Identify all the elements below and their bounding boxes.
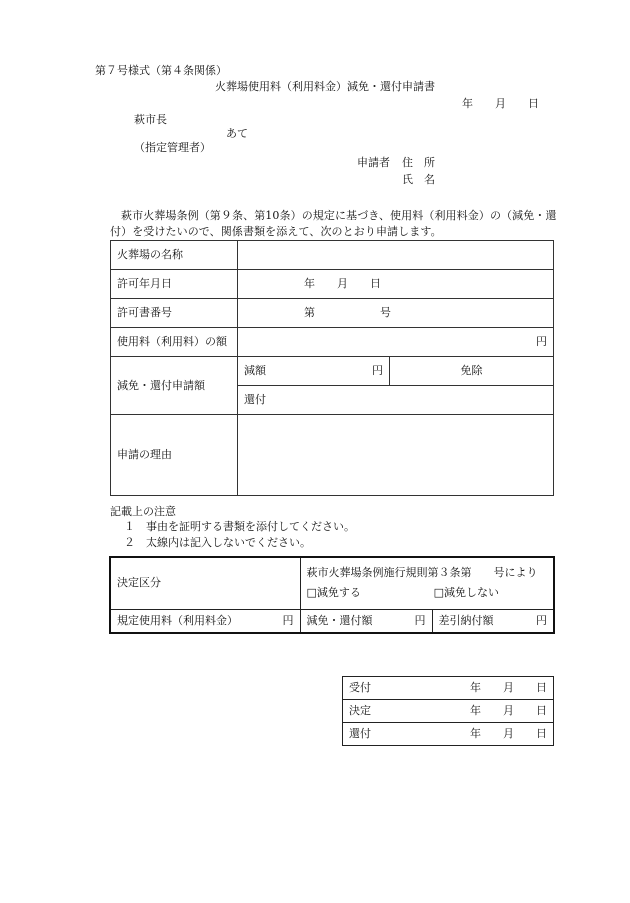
fee-label: 使用料（利用料）の額 <box>111 328 238 357</box>
processing-row-decided <box>343 700 554 723</box>
table-row <box>111 415 554 496</box>
table-row <box>111 299 554 328</box>
decision-reduction-label: 減免・還付額 <box>306 613 373 627</box>
processing-row-refunded <box>343 723 554 746</box>
refund-label: 還付 <box>244 393 266 406</box>
decision-category-label: 決定区分 <box>110 557 300 609</box>
permit-number-suffix: 号 <box>380 306 391 319</box>
table-row <box>111 357 554 386</box>
decision-table <box>109 556 555 634</box>
processing-table <box>342 676 554 746</box>
table-row <box>111 270 554 299</box>
table-row <box>110 557 554 609</box>
regular-fee-unit: 円 <box>282 613 294 627</box>
applicant-label: 申請者 <box>357 156 390 169</box>
notes-heading: 記載上の注意 <box>110 505 176 518</box>
decision-category-field <box>300 557 554 609</box>
balance-unit: 円 <box>536 613 547 627</box>
fee-field[interactable] <box>238 328 554 357</box>
table-row <box>343 700 554 723</box>
form-number: 第７号様式（第４条関係） <box>95 64 227 77</box>
date-line[interactable]: 年 月 日 <box>462 97 539 110</box>
table-row <box>111 241 554 270</box>
processing-row-received <box>343 677 554 700</box>
intro-text: 萩市火葬場条例（第９条、第10条）の規定に基づき、使用料（利用料金）の（減免・還付）を受けたいので、関係書類を添えて、次のとおり申請します。 <box>110 209 557 238</box>
crematorium-name-field[interactable] <box>238 241 554 270</box>
addressee-suffix: あて <box>226 127 248 140</box>
decided-date: 年 月 日 <box>470 704 547 717</box>
rule-text: 萩市火葬場条例施行規則第３条第 号により <box>306 566 538 580</box>
reduction-amount-field <box>300 609 432 633</box>
option-not-reduce[interactable]: □減免しない <box>433 586 499 600</box>
form-title: 火葬場使用料（利用料金）減免・還付申請書 <box>215 80 435 93</box>
balance-label: 差引納付額 <box>438 613 494 627</box>
refund-field[interactable] <box>238 386 554 415</box>
fee-unit: 円 <box>536 335 547 348</box>
refunded-date: 年 月 日 <box>470 727 547 740</box>
note-item: ２ 太線内は記入しないでください。 <box>124 536 311 549</box>
address-label[interactable]: 住 所 <box>402 156 435 169</box>
application-table <box>110 240 554 496</box>
regular-fee-label: 規定使用料（利用料金） <box>117 613 238 627</box>
balance-field <box>432 609 554 633</box>
addressee-manager: （指定管理者） <box>134 141 211 154</box>
permit-number-label: 許可書番号 <box>111 299 238 328</box>
exemption-label: 免除 <box>460 364 483 377</box>
name-label[interactable]: 氏 名 <box>402 173 435 186</box>
option-reduce[interactable]: □減免する <box>306 586 361 600</box>
table-row <box>110 609 554 633</box>
permit-date-label: 許可年月日 <box>111 270 238 299</box>
reason-field[interactable] <box>238 415 554 496</box>
received-date: 年 月 日 <box>470 681 547 694</box>
reduction-label: 減免・還付申請額 <box>111 357 238 415</box>
permit-date-field[interactable] <box>238 270 554 299</box>
crematorium-name-label: 火葬場の名称 <box>111 241 238 270</box>
reason-label: 申請の理由 <box>111 415 238 496</box>
reduction-amount-field[interactable] <box>238 357 390 386</box>
reduction-unit: 円 <box>372 364 383 377</box>
table-row <box>343 723 554 746</box>
reduction-amount-label: 減額 <box>244 364 266 377</box>
permit-number-field[interactable] <box>238 299 554 328</box>
regular-fee-field <box>110 609 300 633</box>
note-item: １ 事由を証明する書類を添付してください。 <box>124 520 355 533</box>
exemption-field[interactable] <box>390 357 554 386</box>
decision-reduction-unit: 円 <box>414 613 426 627</box>
table-row <box>111 328 554 357</box>
addressee-mayor: 萩市長 <box>134 113 167 126</box>
permit-number-prefix: 第 <box>304 306 315 319</box>
received-label: 受付 <box>349 681 371 694</box>
refunded-label: 還付 <box>349 727 371 740</box>
permit-date-value: 年 月 日 <box>304 277 381 290</box>
table-row <box>343 677 554 700</box>
decided-label: 決定 <box>349 704 371 717</box>
